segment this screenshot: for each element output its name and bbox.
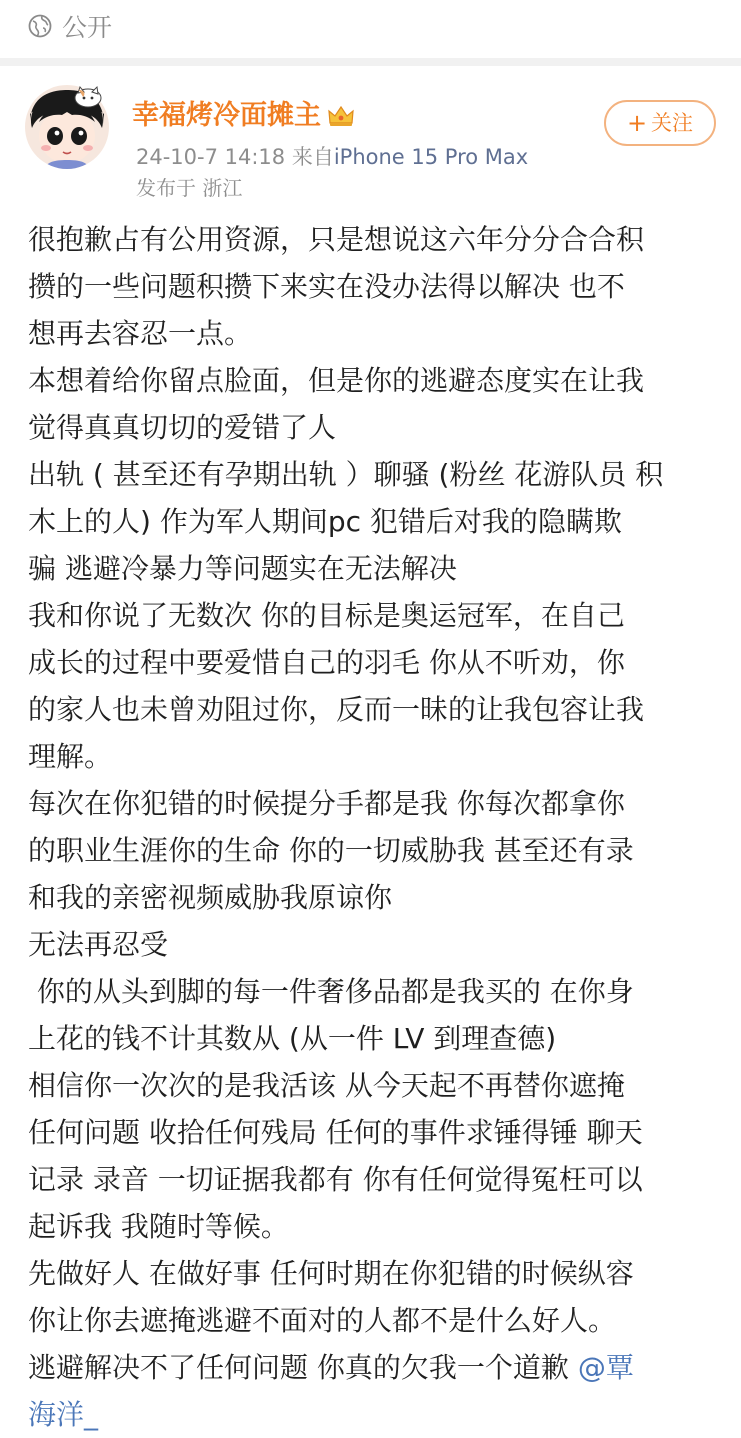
post-line: 和我的亲密视频威胁我原谅你	[28, 881, 393, 914]
post-line-mention-continued	[28, 1391, 716, 1438]
post-line: 木上的人) 作为军人期间pc 犯错后对我的隐瞒欺	[28, 505, 622, 538]
post-line: 每次在你犯错的时候提分手都是我 你每次都拿你	[28, 787, 625, 820]
post-line: 的家人也未曾劝阻过你，反而一昧的让我包容让我	[28, 693, 645, 726]
post-line: 出轨 ( 甚至还有孕期出轨 ）聊骚 (粉丝 花游队员 积	[28, 458, 664, 491]
post-line: 记录 录音 一切证据我都有 你有任何觉得冤枉可以	[28, 1163, 643, 1196]
post-line: 你让你去遮掩逃避不面对的人都不是什么好人。	[28, 1304, 617, 1337]
post-location	[136, 175, 242, 201]
post-line: 觉得真真切切的爱错了人	[28, 411, 337, 444]
mention-link[interactable]: @覃	[577, 1351, 634, 1384]
follow-label: 关注	[651, 111, 694, 135]
location-prefix: 发布于	[136, 176, 196, 200]
crown-icon	[327, 104, 355, 128]
mention-link-continued[interactable]: 海洋_	[28, 1398, 99, 1431]
post-line: 想再去容忍一点。	[28, 317, 253, 350]
post-line: 逃避解决不了任何问题 你真的欠我一个道歉	[28, 1351, 578, 1384]
source-device[interactable]: iPhone 15 Pro Max	[333, 145, 529, 169]
post-body	[28, 216, 716, 1438]
post-line: 本想着给你留点脸面，但是你的逃避态度实在让我	[28, 364, 645, 397]
post-timestamp: 24-10-7 14:18	[136, 145, 286, 169]
avatar-icon[interactable]	[24, 84, 110, 170]
post-line: 的职业生涯你的生命 你的一切威胁我 甚至还有录	[28, 834, 634, 867]
post-line-with-mention	[28, 1344, 716, 1391]
post-line: 理解。	[28, 740, 113, 773]
post-line: 任何问题 收拾任何残局 任何的事件求锤得锤 聊天	[28, 1116, 643, 1149]
post-line: 起诉我 我随时等候。	[28, 1210, 289, 1243]
author-name[interactable]: 幸福烤冷面摊主	[132, 100, 321, 131]
plus-icon: +	[626, 109, 648, 137]
source-prefix: 来自	[291, 145, 334, 169]
post-line: 先做好人 在做好事 任何时期在你犯错的时候纵容	[28, 1257, 634, 1290]
follow-button[interactable]	[604, 100, 716, 146]
post-meta	[136, 144, 528, 170]
post-line: 你的从头到脚的每一件奢侈品都是我买的 在你身	[28, 975, 634, 1008]
post-line: 很抱歉占有公用资源，只是想说这六年分分合合积	[28, 223, 645, 256]
post-line: 无法再忍受	[28, 928, 169, 961]
location-value: 浙江	[202, 176, 243, 200]
section-divider	[0, 58, 741, 66]
post-line: 我和你说了无数次 你的目标是奥运冠军，在自己	[28, 599, 625, 632]
author-row	[132, 98, 355, 134]
post-line: 上花的钱不计其数从 (从一件 LV 到理查德)	[28, 1022, 557, 1055]
post-line: 相信你一次次的是我活该 从今天起不再替你遮掩	[28, 1069, 625, 1102]
visibility-label: 公开	[62, 13, 113, 42]
top-bar	[0, 0, 741, 58]
globe-icon	[28, 14, 52, 38]
post-line: 成长的过程中要爱惜自己的羽毛 你从不听劝，你	[28, 646, 625, 679]
post-line: 攒的一些问题积攒下来实在没办法得以解决 也不	[28, 270, 625, 303]
post-line: 骗 逃避冷暴力等问题实在无法解决	[28, 552, 457, 585]
